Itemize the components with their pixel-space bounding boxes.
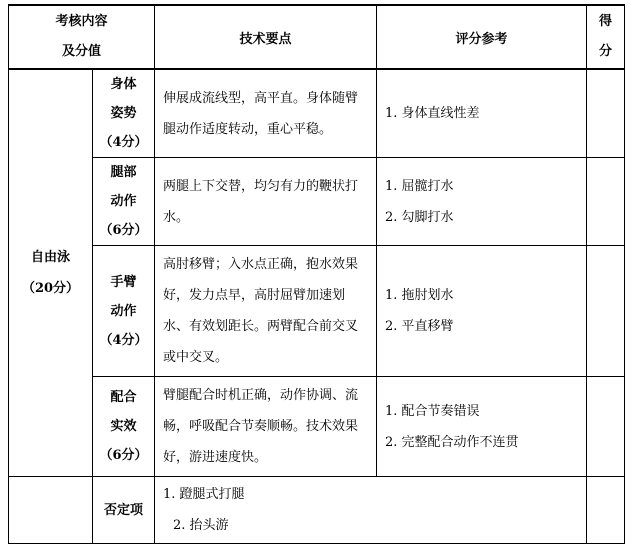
sub-item-cell xyxy=(93,377,155,477)
scoring-item: 1. 拖肘划水 xyxy=(385,288,454,303)
table-row xyxy=(9,377,625,477)
scoring-cell xyxy=(377,377,587,477)
header-score-line2: 分 xyxy=(599,44,613,59)
negation-item: 1. 蹬腿式打腿 xyxy=(163,487,245,502)
sub-item-line: （6分） xyxy=(99,223,148,238)
sub-item-line: （6分） xyxy=(99,448,148,463)
sub-item-cell xyxy=(93,69,155,158)
table-row xyxy=(9,477,625,544)
category-name: 自由泳 xyxy=(30,250,70,265)
tech-points-cell: 臂腿配合时机正确，动作协调、流畅，呼吸配合节奏顺畅。技术效果好，游进速度快。 xyxy=(155,377,377,477)
sub-item-line: 实效 xyxy=(110,419,137,434)
table-row xyxy=(9,246,625,377)
sub-item-line: 动作 xyxy=(110,303,137,319)
category-cell xyxy=(9,69,93,477)
tech-points-cell: 两腿上下交替，均匀有力的鞭状打水。 xyxy=(155,158,377,246)
category-score: （20分） xyxy=(21,281,80,296)
sub-item-cell xyxy=(93,246,155,377)
header-assessment-content xyxy=(9,5,155,69)
scoring-cell xyxy=(377,69,587,158)
header-scoring-reference: 评分参考 xyxy=(377,5,587,69)
score-blank-cell[interactable] xyxy=(587,246,625,377)
scoring-item: 2. 勾脚打水 xyxy=(385,209,454,225)
score-blank-cell[interactable] xyxy=(587,477,625,544)
score-blank-cell[interactable] xyxy=(587,377,625,477)
sub-item-line: 动作 xyxy=(110,194,137,209)
header-assessment-content-line2: 及分值 xyxy=(62,44,102,59)
negation-label: 否定项 xyxy=(93,477,155,544)
sub-item-line: 身体 xyxy=(110,77,137,92)
negation-items-cell xyxy=(155,477,587,544)
tech-points-cell: 伸展成流线型，高平直。身体随臂腿动作适度转动，重心平稳。 xyxy=(155,69,377,158)
sub-item-line: 配合 xyxy=(110,390,137,405)
tech-points-cell: 高肘移臂；入水点正确，抱水效果好，发力点早，高肘屈臂加速划水、有效划距长。两臂配合前交叉或中交叉。 xyxy=(155,246,377,377)
sub-item-line: 手臂 xyxy=(110,274,137,290)
scoring-cell xyxy=(377,246,587,377)
sub-item-line: 姿势 xyxy=(110,106,137,121)
assessment-table xyxy=(8,4,625,544)
scoring-item: 2. 完整配合动作不连贯 xyxy=(385,434,519,450)
score-blank-cell[interactable] xyxy=(587,69,625,158)
sub-item-cell xyxy=(93,158,155,246)
sub-item-line: （4分） xyxy=(99,135,148,150)
scoring-item: 1. 屈髋打水 xyxy=(385,178,454,194)
header-assessment-content-line1: 考核内容 xyxy=(55,14,108,29)
header-score xyxy=(587,5,625,69)
scoring-cell xyxy=(377,158,587,246)
score-blank-cell[interactable] xyxy=(587,158,625,246)
scoring-item: 1. 配合节奏错误 xyxy=(385,403,480,419)
header-score-line1: 得 xyxy=(599,14,613,29)
negation-left-blank xyxy=(9,477,93,544)
sub-item-line: （4分） xyxy=(99,332,148,348)
table-row xyxy=(9,158,625,246)
table-row xyxy=(9,69,625,158)
negation-item: 2. 抬头游 xyxy=(173,518,229,533)
header-technical-points: 技术要点 xyxy=(155,5,377,69)
scoring-item: 2. 平直移臂 xyxy=(385,319,454,334)
sub-item-line: 腿部 xyxy=(110,165,137,180)
scoring-item: 1. 身体直线性差 xyxy=(385,106,480,121)
